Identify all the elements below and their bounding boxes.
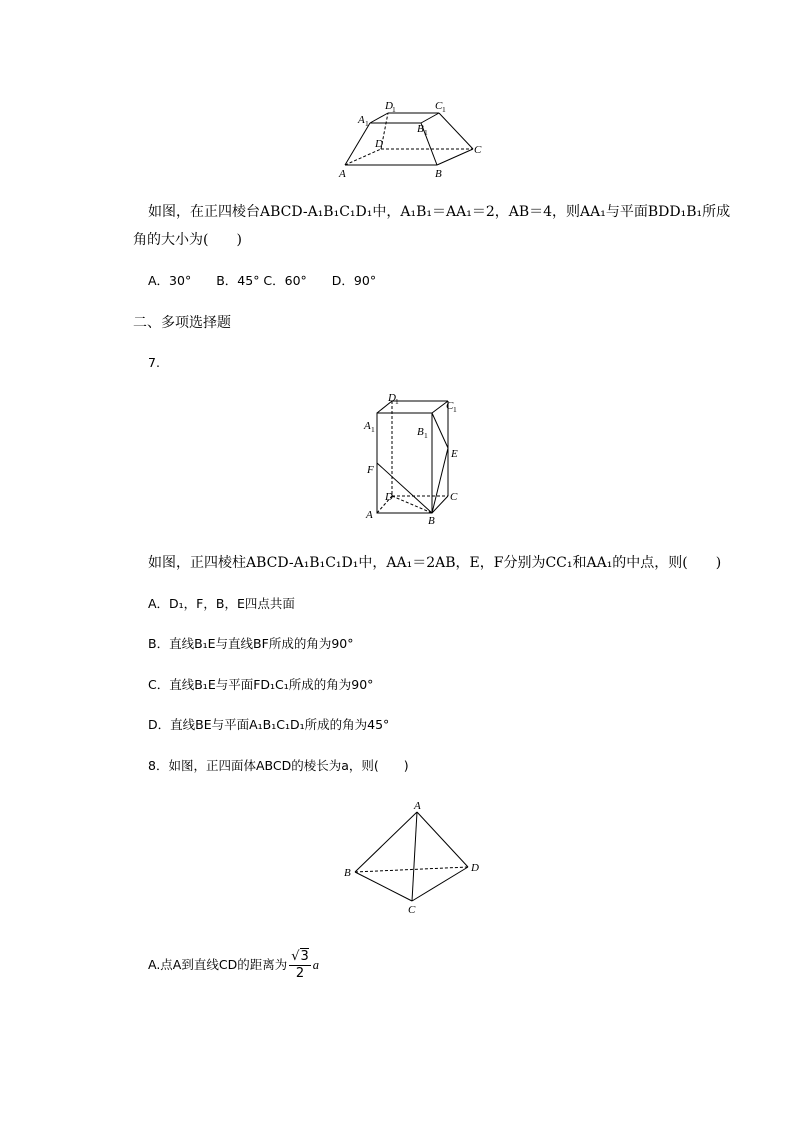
- edge-b1c1: [421, 113, 439, 123]
- q7-option-b: B．直线B₁E与直线BF所成的角为90°: [148, 636, 354, 651]
- edge-a1d1: [370, 113, 388, 123]
- label-a1: A: [364, 420, 371, 432]
- label-a1: A: [358, 114, 365, 126]
- q6-stem-line1: 如图，在正四棱台ABCD-A₁B₁C₁D₁中，A₁B₁＝AA₁＝2，AB＝4，则AA₁与平面BDD₁B₁所成: [148, 204, 731, 220]
- svg-text:1: 1: [392, 105, 396, 114]
- edge-bc: [437, 149, 473, 165]
- label-a: A: [366, 509, 373, 521]
- q6-options: A．30° B．45° C．60° D．90°: [148, 273, 377, 288]
- label-e: E: [451, 448, 458, 460]
- label-b: B: [428, 515, 435, 527]
- svg-text:1: 1: [395, 397, 399, 406]
- svg-text:1: 1: [365, 119, 369, 128]
- label-d: D: [385, 491, 393, 503]
- svg-text:1: 1: [442, 105, 446, 114]
- q7-option-d: D．直线BE与平面A₁B₁C₁D₁所成的角为45°: [148, 717, 390, 732]
- q7-option-a: A．D₁，F，B，E四点共面: [148, 596, 295, 611]
- label-c: C: [474, 144, 482, 156]
- label-d: D: [375, 138, 383, 150]
- label-b: B: [344, 867, 351, 879]
- q8-option-a-text: A.点A到直线CD的距离为: [148, 957, 288, 972]
- label-a: A: [339, 168, 346, 180]
- svg-text:1: 1: [453, 405, 457, 414]
- label-d: D: [471, 862, 479, 874]
- label-c: C: [408, 904, 416, 916]
- edge-aa1: [345, 123, 370, 165]
- svg-text:1: 1: [424, 128, 428, 137]
- label-d1: D: [385, 100, 393, 112]
- frustum-figure: [335, 95, 535, 185]
- section-title: 二、多项选择题: [133, 315, 231, 331]
- q7-number: 7.: [148, 355, 160, 370]
- label-c: C: [450, 491, 458, 503]
- label-c1: C: [446, 400, 454, 412]
- prism-figure: [362, 393, 472, 528]
- edge-ad: [345, 149, 381, 165]
- q7-stem: 如图，正四棱柱ABCD-A₁B₁C₁D₁中，AA₁＝2AB，E，F分别为CC₁和AA₁的中点，则( ): [148, 555, 722, 571]
- q8-option-a: A.点A到直线CD的距离为 $\frac{√3}{2}$ a: [148, 949, 320, 981]
- label-c1: C: [435, 100, 443, 112]
- label-a: A: [414, 800, 421, 812]
- label-b1: B: [417, 426, 424, 438]
- label-b1: B: [417, 123, 424, 135]
- label-d1: D: [388, 393, 396, 404]
- svg-text:1: 1: [371, 425, 375, 434]
- q8-stem: 8．如图，正四面体ABCD的棱长为a，则( ): [148, 758, 409, 773]
- tetrahedron-figure: [340, 797, 490, 917]
- svg-text:1: 1: [424, 431, 428, 440]
- label-b: B: [435, 168, 442, 180]
- edge-cc1: [439, 113, 473, 149]
- sqrt3-over-2-fraction: $\frac{√3}{2}$: [291, 949, 309, 981]
- q6-stem-line2: 角的大小为( ): [133, 232, 242, 248]
- label-f: F: [367, 464, 374, 476]
- q7-option-c: C．直线B₁E与平面FD₁C₁所成的角为90°: [148, 677, 374, 692]
